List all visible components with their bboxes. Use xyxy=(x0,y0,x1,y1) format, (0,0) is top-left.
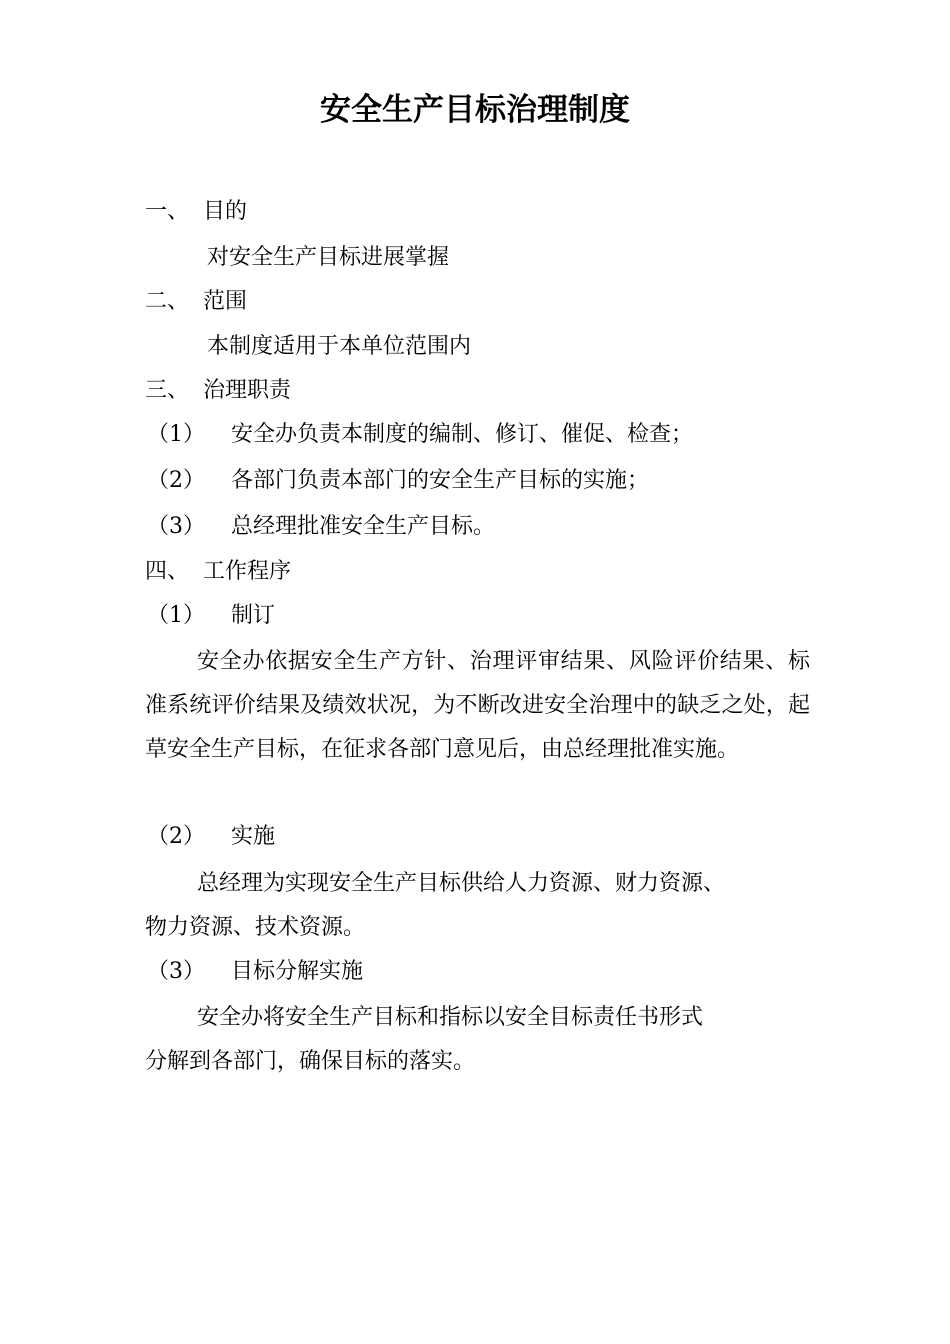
list-item-number: （2） xyxy=(147,468,205,493)
paragraph-line: 安全办将安全生产目标和指标以安全目标责任书形式 xyxy=(197,1005,704,1030)
section-title: 工作程序 xyxy=(203,559,292,584)
list-item xyxy=(147,822,275,852)
list-item-text: 总经理批准安全生产目标。 xyxy=(231,514,496,539)
list-item xyxy=(147,601,275,631)
list-item xyxy=(147,957,363,987)
paragraph-line: 总经理为实现安全生产目标供给人力资源、财力资源、 xyxy=(197,871,726,896)
section-heading-scope xyxy=(145,287,247,317)
section-body-scope: 本制度适用于本单位范围内 xyxy=(207,334,472,359)
paragraph-formulate: 安全办依据安全生产方针、治理评审结果、风险评价结果、标准系统评价结果及绩效状况，为不断改进安全治理中的缺乏之处，起草安全生产目标，在征求各部门意见后，由总经理批准实施。 xyxy=(145,649,810,762)
list-item-number: （3） xyxy=(147,959,205,984)
list-item-text: 实施 xyxy=(231,824,276,849)
paragraph-line: 分解到各部门，确保目标的落实。 xyxy=(145,1049,476,1074)
section-number: 三、 xyxy=(145,378,190,403)
paragraph-line: 物力资源、技术资源。 xyxy=(145,915,366,940)
section-heading-procedure xyxy=(145,557,291,587)
section-title: 范围 xyxy=(203,289,248,314)
paragraph-decompose xyxy=(145,996,703,1084)
list-item-number: （1） xyxy=(147,422,205,447)
list-item xyxy=(147,512,495,542)
list-item-text: 安全办负责本制度的编制、修订、催促、检查； xyxy=(231,422,694,447)
list-item-text: 目标分解实施 xyxy=(231,959,364,984)
document-title: 安全生产目标治理制度 xyxy=(320,92,630,128)
paragraph-implement xyxy=(145,862,725,950)
list-item-number: （3） xyxy=(147,514,205,539)
section-heading-responsibilities xyxy=(145,376,291,406)
section-title: 治理职责 xyxy=(203,378,292,403)
list-item xyxy=(147,466,649,496)
section-number: 一、 xyxy=(145,199,190,224)
section-number: 四、 xyxy=(145,559,190,584)
list-item xyxy=(147,420,693,450)
list-item-text: 各部门负责本部门的安全生产目标的实施； xyxy=(231,468,650,493)
section-title: 目的 xyxy=(203,199,248,224)
list-item-number: （2） xyxy=(147,824,205,849)
section-number: 二、 xyxy=(145,289,190,314)
list-item-number: （1） xyxy=(147,603,205,628)
section-body-purpose: 对安全生产目标进展掌握 xyxy=(207,245,450,270)
list-item-text: 制订 xyxy=(231,603,276,628)
section-heading-purpose xyxy=(145,197,247,227)
